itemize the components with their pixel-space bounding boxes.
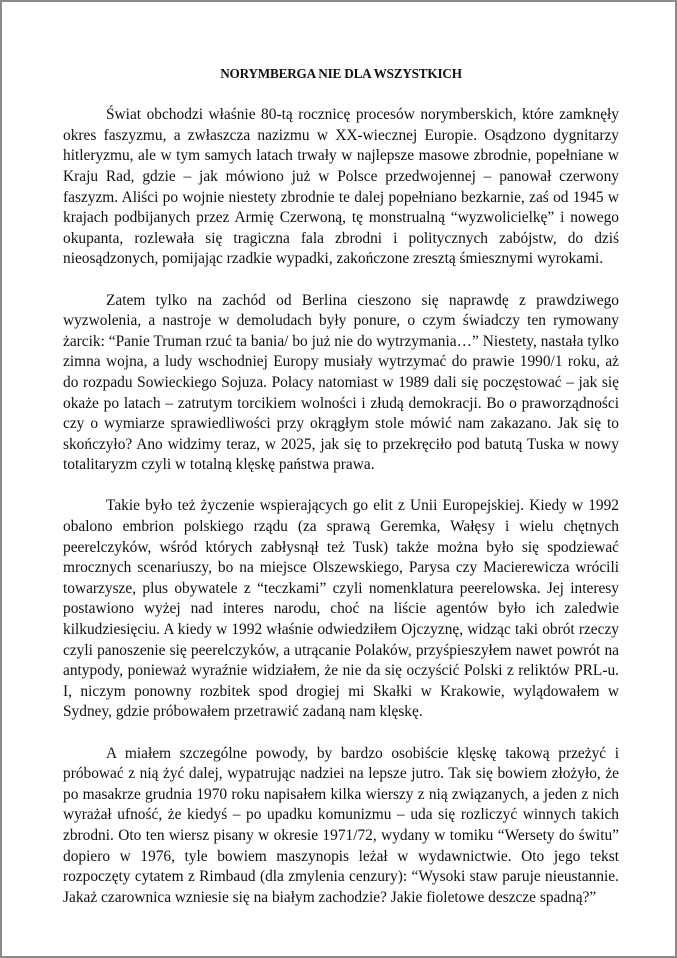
paragraph: A miałem szczególne powody, by bardzo osobiście klęskę takową przeżyć i próbować z nią żyć dalej, wypatrując nadziei na lepsze jutro. Tak się bowiem złożyło, że po masakrze grudnia 1970 roku napisałem kilka wierszy z nią związanych, a jeden z nich wyrażał ufność, że kiedyś – po upadku komunizmu – uda się rozliczyć winnych takich zbrodni. Oto ten wiersz pisany w okresie 1971/72, wydany w tomiku “Wersety do świtu” dopiero w 1976, tyle bowiem maszynopis leżał w wydawnictwie. Oto jego tekst rozpoczęty cytatem z Rimbaud (dla zmylenia cenzury): “Wysoki staw paruje nieustannie. Jakaż czarownica wzniesie się na białym zachodzie? Jakie fioletowe deszcze spadną?” (63, 744, 619, 906)
document-title: NORYMBERGA NIE DLA WSZYSTKICH (220, 66, 462, 81)
paragraph: Świat obchodzi właśnie 80-tą rocznicę procesów norymberskich, które zamknęły okres faszyzmu, a zwłaszcza nazizmu w XX-wiecznej Europie. Osądzono dygnitarzy hitleryzmu, ale w tym samych latach trwały w najlepsze masowe zbrodnie, popełniane w Kraju Rad, gdzie – jak mówiono już w Polsce przedwojennej – panował czerwony faszyzm. Aliści po wojnie niestety zbrodnie te dalej popełniano bezkarnie, zaś od 1945 w krajach podbijanych przez Armię Czerwoną, tę monstrualną “wyzwolicielkę” i nowego okupanta, rozlewała się tragiczna fala zbrodni i politycznych zabójstw, do dziś nieosądzonych, pomijając rzadkie wypadki, zakończone zresztą śmiesznymi wyrokami. (63, 106, 619, 268)
paragraph: Zatem tylko na zachód od Berlina cieszono się naprawdę z prawdziwego wyzwolenia, a nastroje w demoludach były ponure, o czym świadczy ten rymowany żarcik: “Panie Truman rzuć ta bania/ bo już nie do wytrzymania…” Niestety, nastała tylko zimna wojna, a ludy wschodniej Europy musiały wytrzymać do prawie 1990/1 roku, aż do rozpadu Sowieckiego Sojuza. Polacy natomiast w 1989 dali się poczęstować – jak się okaże po latach – zatrutym torcikiem wolności i złudą demokracji. Bo o praworządności czy o wymiarze sprawiedliwości przy okrągłym stole mówić nam zakazano. Jak się to skończyło? Ano widzimy teraz, w 2025, jak się to przekręciło pod batutą Tuska w nowy totalitaryzm czyli w totalną klęskę państwa prawa. (63, 291, 619, 474)
document-body (63, 64, 619, 929)
paragraph: Takie było też życzenie wspierających go elit z Unii Europejskiej. Kiedy w 1992 obalono embrion polskiego rządu (za sprawą Geremka, Wałęsy i wielu chętnych peerelczyków, wśród których zabłysnął też Tusk) także można było się spodziewać mrocznych scenariuszy, bo na miejsce Olszewskiego, Parysa czy Macierewicza wrócili towarzysze, plus obywatele z “teczkami” czyli nomenklatura peerelowska. Jej interesy postawiono wyżej nad interes narodu, choć na liście agentów było ich zaledwie kilkudziesięciu. A kiedy w 1992 właśnie odwiedziłem Ojczyznę, widząc taki obrót rzeczy czyli panoszenie się peerelczyków, a utrącanie Polaków, przyśpieszyłem nawet powrót na antypody, ponieważ wyraźnie widziałem, że nie da się oczyścić Polski z reliktów PRL-u. I, niczym ponowny rozbitek spod drogiej mi Skałki w Krakowie, wylądowałem w Sydney, gdzie próbowałem przetrawić zadaną nam klęskę. (63, 497, 619, 721)
